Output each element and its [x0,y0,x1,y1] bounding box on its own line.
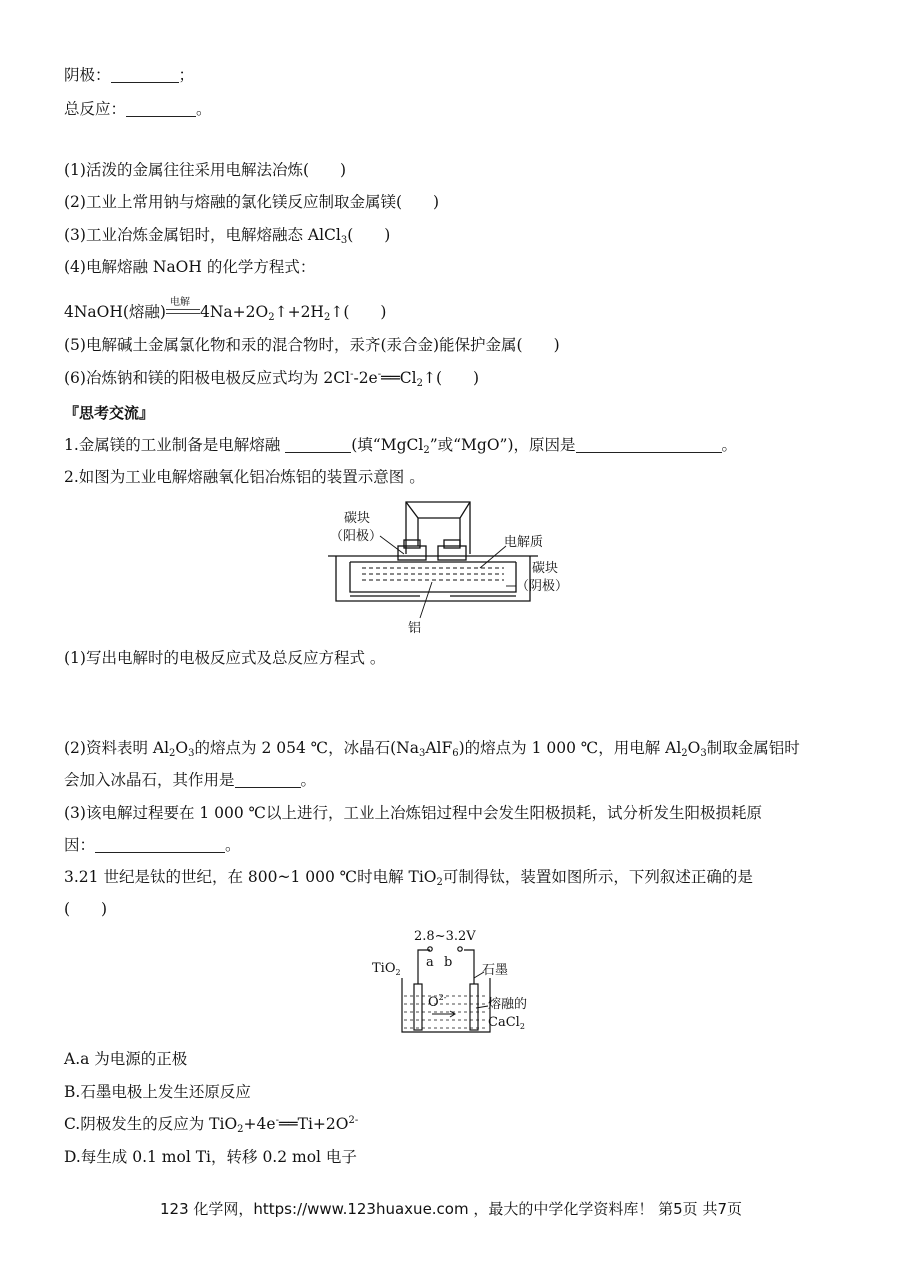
cathode-line: 阴极： ； [64,66,195,84]
judge-q4: (4)电解熔融 NaOH 的化学方程式： [64,258,316,276]
fig2-voltage: 2.8~3.2V [414,929,476,944]
think-q3-paren: ( ) [64,900,108,918]
fig1-electrolyte: 电解质 [504,535,544,550]
option-a: A.a 为电源的正极 [64,1050,188,1068]
tio2-electrolysis-diagram [370,928,550,1040]
think-q2-2: (2)资料表明 $Al_2O_3$的熔点为 2 054 ℃，冰晶石$(Na_3AlF_6)$的熔点为 1 000 ℃，用电解 $Al_2O_3$制取金属铝时 [64,739,800,759]
think-q2-3-blank[interactable] [95,836,225,853]
think-q1-blank1[interactable] [285,436,351,453]
think-q2-2-blank[interactable] [235,771,301,788]
fig2-molten: 熔融的 [488,997,528,1012]
option-c: C.阴极发生的反应为 $TiO_2+4e^-══Ti+2O^{2-}$ [64,1115,359,1135]
cathode-blank[interactable] [111,66,179,83]
judge-q6: (6)冶炼钠和镁的阳极电极反应式均为 $2Cl^--2e^-══Cl_2↑$( ) [64,369,480,389]
fig2-graphite: 石墨 [482,963,509,978]
judge-q1: (1)活泼的金属往往采用电解法冶炼( ) [64,161,347,179]
fig2-cacl2: CaCl$_2$ [488,1015,525,1031]
section-title: 『思考交流』 [64,404,155,422]
judge-q5: (5)电解碱土金属氯化物和汞的混合物时，汞齐(汞合金)能保护金属( ) [64,336,560,354]
judge-q3: (3)工业冶炼金属铝时，电解熔融态 AlCl$_3$( ) [64,226,391,246]
think-q2-3-line2: 因： 。 [64,836,241,854]
option-b: B.石墨电极上发生还原反应 [64,1083,251,1101]
think-q1-blank2[interactable] [576,436,722,453]
think-q2-3: (3)该电解过程要在 1 000 ℃以上进行，工业上冶炼铝过程中会发生阳极损耗，试分析发生阳极损耗原 [64,804,763,822]
fig2-tio2: TiO$_2$ [372,961,401,977]
fig1-carbon-cathode: 碳块 [532,561,559,576]
think-q2-1: (1)写出电解时的电极反应式及总反应方程式 。 [64,649,386,667]
electrolysis-condition: 电解 [166,303,200,319]
fig2-ion: $O^{2-}$ [428,993,447,1010]
fig1-aluminum: 铝 [408,621,422,636]
think-q1: 1.金属镁的工业制备是电解熔融 (填“MgCl$_2$”或“MgO”)，原因是 。 [64,436,738,456]
fig1-carbon-anode: 碳块 [344,511,371,526]
judge-q2: (2)工业上常用钠与熔融的氯化镁反应制取金属镁( ) [64,193,440,211]
aluminum-electrolysis-diagram [320,496,580,636]
fig2-a: a [426,955,434,970]
fig1-anode-paren: （阳极） [330,529,383,544]
page-footer: 123 化学网，https://www.123huaxue.com ，最大的中学化学资料库！ 第5页 共7页 [159,1200,742,1218]
think-q2: 2.如图为工业电解熔融氧化铝冶炼铝的装置示意图 。 [64,468,425,486]
total-reaction-line: 总反应： 。 [64,100,212,118]
fig1-cathode-paren: （阴极） [516,579,569,594]
think-q3: 3.21 世纪是钛的世纪，在 800~1 000 ℃时电解 TiO$_2$可制得钛，装置如图所示，下列叙述正确的是 [64,868,753,888]
option-d: D.每生成 0.1 mol Ti，转移 0.2 mol 电子 [64,1148,357,1166]
think-q2-2-line2: 会加入冰晶石，其作用是 。 [64,771,317,789]
judge-q4-equation: 4NaOH(熔融) 电解 $4Na+2O_2↑+2H_2↑$( ) [64,297,387,323]
fig2-b: b [444,955,453,970]
total-reaction-blank[interactable] [126,100,196,117]
